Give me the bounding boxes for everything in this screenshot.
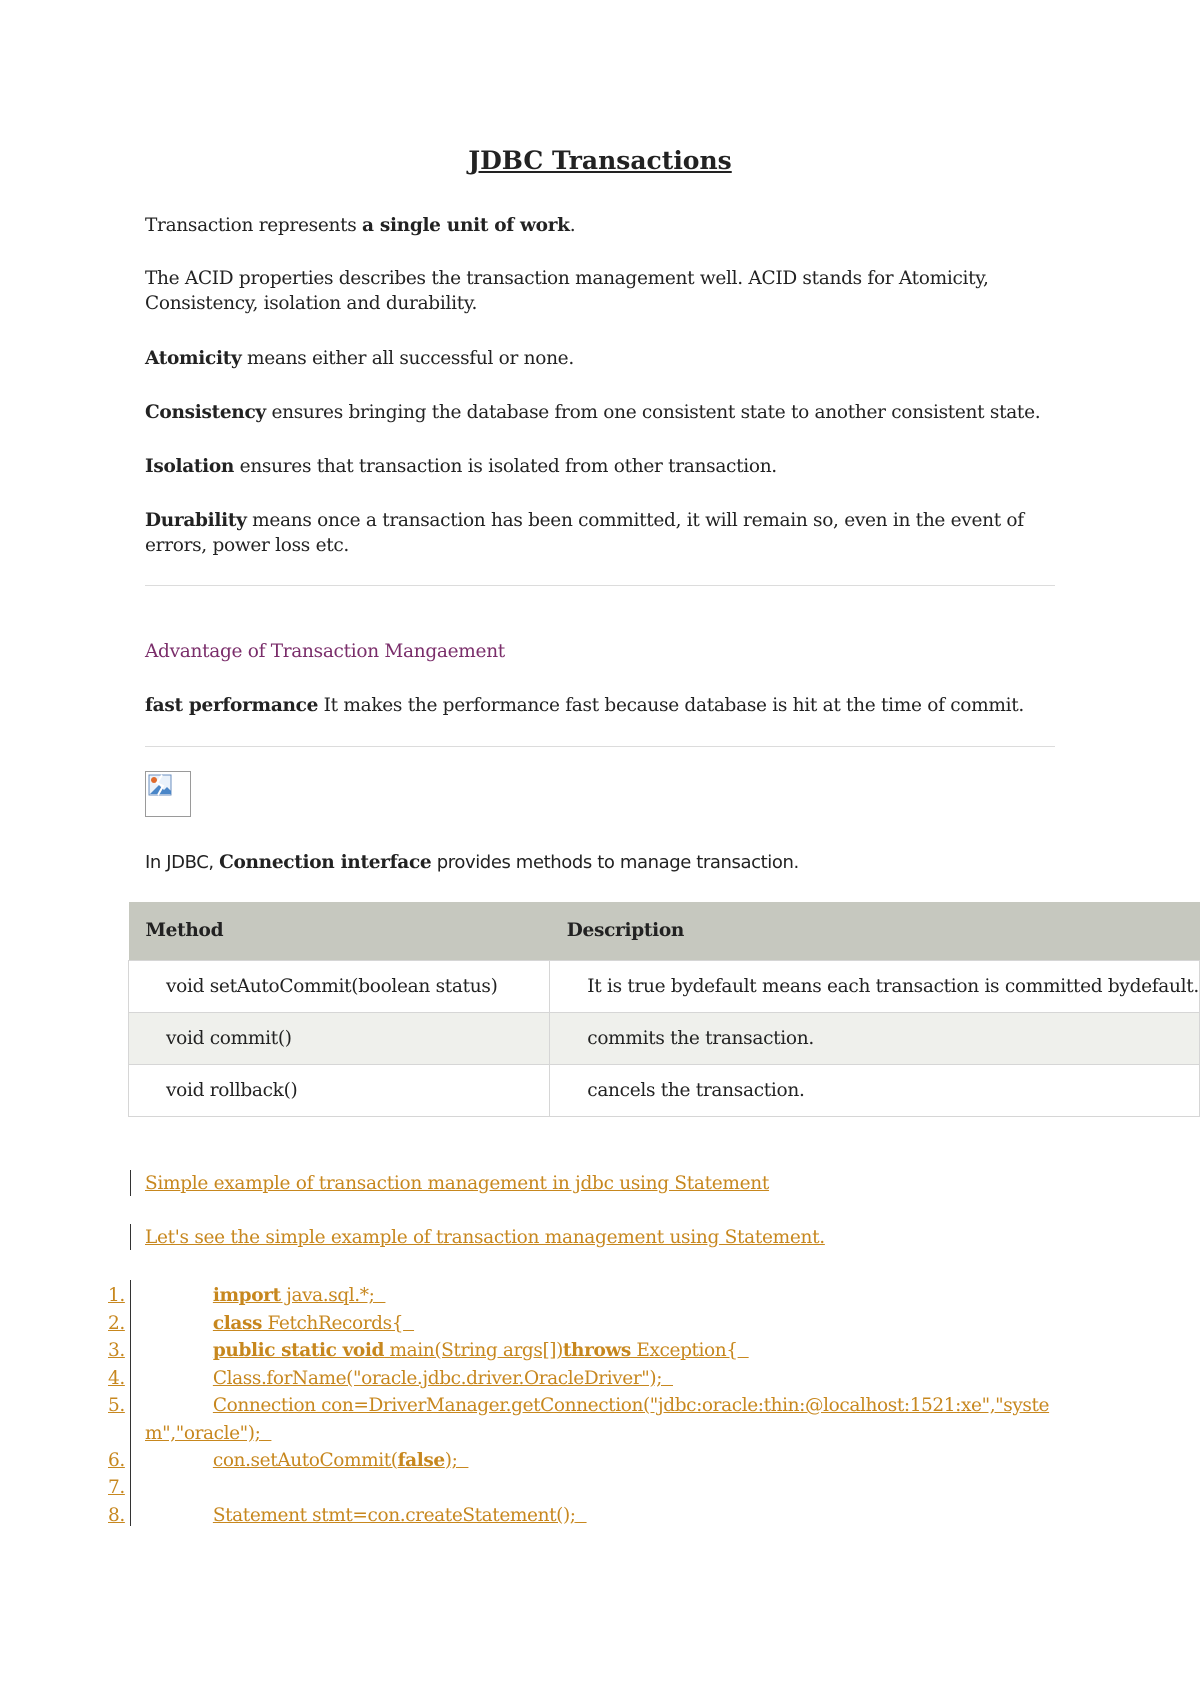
connection-note-bold: Connection interface (219, 852, 432, 873)
divider (145, 746, 1055, 747)
intro-paragraph (145, 213, 575, 238)
example-intro-link[interactable]: Let's see the simple example of transaction management using Statement. (145, 1227, 825, 1248)
description-cell: commits the transaction. (550, 1012, 1200, 1064)
isolation-text: ensures that transaction is isolated from other transaction. (234, 456, 777, 477)
revision-bar (130, 1170, 131, 1196)
durability-text-1: means once a transaction has been committed, it will remain so, even in the event of (246, 510, 1024, 531)
code-line-5-cont (145, 1420, 271, 1448)
intro-end: . (569, 215, 576, 236)
line-number: 7. (108, 1477, 125, 1498)
code-text: Connection con=DriverManager.getConnection("jdbc:oracle:thin:@localhost:1521:xe","syste (212, 1395, 1050, 1416)
line-number: 1. (108, 1285, 125, 1306)
table-row (129, 960, 1200, 1012)
line-number: 3. (108, 1340, 125, 1361)
advantage-text: It makes the performance fast because database is hit at the time of commit. (318, 695, 1024, 716)
revision-bar (130, 1224, 131, 1250)
code-line-3 (108, 1337, 749, 1365)
page-title: JDBC Transactions (468, 146, 732, 175)
code-keyword: false (397, 1450, 445, 1471)
consistency-paragraph (145, 400, 1040, 425)
atomicity-term: Atomicity (145, 348, 242, 369)
isolation-paragraph (145, 454, 777, 479)
consistency-term: Consistency (145, 402, 266, 423)
code-text: Class.forName("oracle.jdbc.driver.OracleDriver"); (212, 1368, 663, 1389)
table-row (129, 1064, 1200, 1116)
code-keyword: public static void (212, 1340, 385, 1361)
intro-text: Transaction represents (145, 215, 362, 236)
acid-line-1: The ACID properties describes the transaction management well. ACID stands for Atomicity, (145, 268, 989, 289)
atomicity-text: means either all successful or none. (241, 348, 574, 369)
line-number: 8. (108, 1505, 125, 1526)
table-row (129, 1012, 1200, 1064)
column-header-method: Method (129, 902, 550, 960)
consistency-text: ensures bringing the database from one consistent state to another consistent state. (265, 402, 1041, 423)
connection-note (145, 850, 799, 875)
code-keyword: import (212, 1285, 281, 1306)
code-text: Statement stmt=con.createStatement(); (212, 1505, 576, 1526)
code-line-6 (108, 1447, 468, 1475)
advantage-term: fast performance (145, 695, 319, 716)
methods-table (128, 902, 1200, 1117)
code-line-1 (108, 1282, 385, 1310)
table-header-row (129, 902, 1200, 960)
example-heading-link[interactable]: Simple example of transaction management in jdbc using Statement (145, 1173, 770, 1194)
acid-line-2: Consistency, isolation and durability. (145, 293, 478, 314)
durability-paragraph (145, 508, 1024, 558)
durability-text-2: errors, power loss etc. (145, 535, 350, 556)
line-number: 5. (108, 1395, 125, 1416)
method-cell: void setAutoCommit(boolean status) (129, 960, 550, 1012)
code-line-2 (108, 1310, 414, 1338)
code-text: java.sql.*; (280, 1285, 375, 1306)
method-cell: void commit() (129, 1012, 550, 1064)
code-line-5 (108, 1392, 1049, 1420)
connection-note-text: In JDBC, (145, 852, 220, 873)
advantage-paragraph (145, 693, 1024, 718)
description-cell: It is true bydefault means each transaction is committed bydefault. (550, 960, 1200, 1012)
divider (145, 585, 1055, 586)
atomicity-paragraph (145, 346, 574, 371)
code-keyword: class (212, 1313, 262, 1334)
description-cell: cancels the transaction. (550, 1064, 1200, 1116)
code-text: con.setAutoCommit( (212, 1450, 398, 1471)
durability-term: Durability (145, 510, 247, 531)
code-line-7 (108, 1474, 213, 1502)
isolation-term: Isolation (145, 456, 235, 477)
code-text: ); (444, 1450, 458, 1471)
code-line-4 (108, 1365, 673, 1393)
line-number: 6. (108, 1450, 125, 1471)
code-text: m","oracle"); (145, 1423, 261, 1444)
line-number: 4. (108, 1368, 125, 1389)
broken-image-icon (145, 771, 191, 817)
acid-paragraph (145, 266, 989, 316)
code-text: main(String args[]) (384, 1340, 563, 1361)
connection-note-end: provides methods to manage transaction. (431, 852, 799, 873)
code-line-8 (108, 1502, 587, 1530)
line-number: 2. (108, 1313, 125, 1334)
code-text: FetchRecords{ (261, 1313, 404, 1334)
code-text: Exception{ (630, 1340, 738, 1361)
code-keyword: throws (562, 1340, 631, 1361)
method-cell: void rollback() (129, 1064, 550, 1116)
intro-bold: a single unit of work (362, 215, 570, 236)
advantage-heading: Advantage of Transaction Mangaement (145, 641, 505, 662)
column-header-description: Description (550, 902, 1200, 960)
